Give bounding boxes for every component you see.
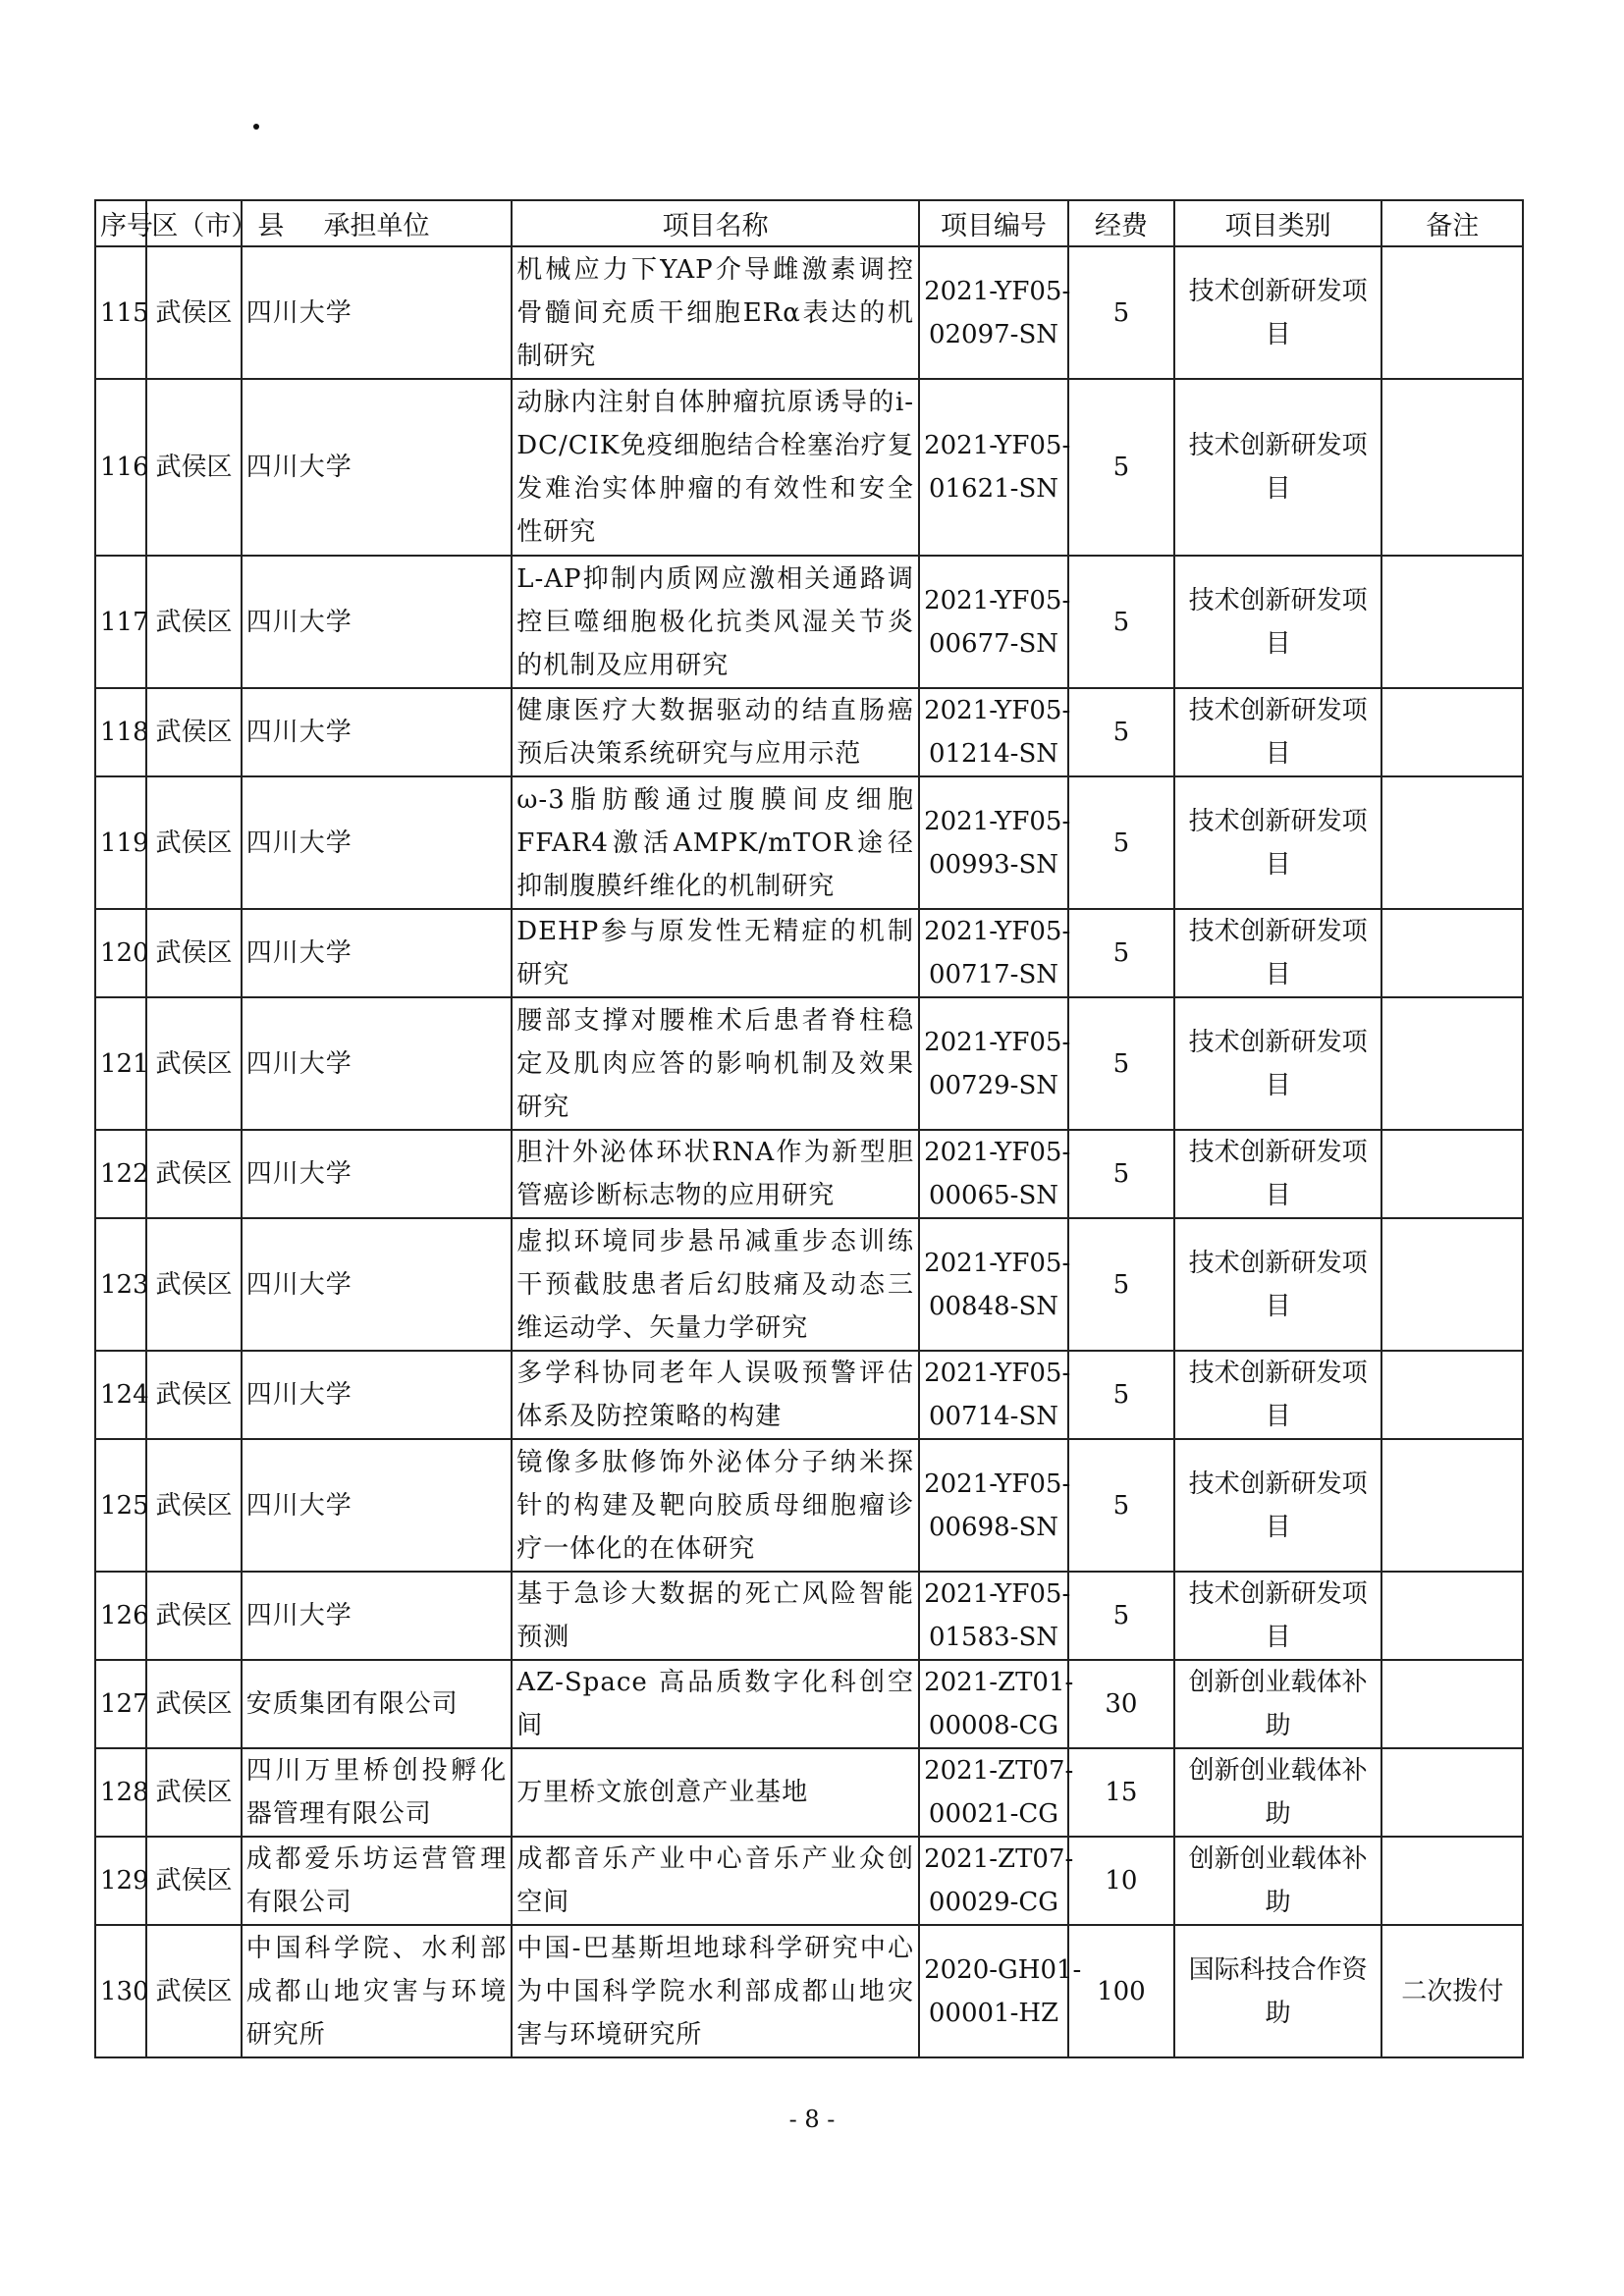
project-table xyxy=(94,199,1524,2058)
row-fund: 5 xyxy=(1068,246,1174,379)
row-district: 武侯区 xyxy=(146,1837,241,1925)
row-project-code: 2021-YF05- 00698-SN xyxy=(919,1439,1068,1572)
row-note xyxy=(1381,1660,1523,1748)
row-category: 技术创新研发项目 xyxy=(1174,776,1382,909)
header-project-name: 项目名称 xyxy=(512,200,919,246)
row-district: 武侯区 xyxy=(146,246,241,379)
row-fund: 10 xyxy=(1068,1837,1174,1925)
row-seq: 117 xyxy=(95,556,146,688)
table-row xyxy=(95,909,1523,997)
row-note xyxy=(1381,909,1523,997)
row-fund: 5 xyxy=(1068,379,1174,556)
row-note xyxy=(1381,997,1523,1130)
row-district: 武侯区 xyxy=(146,1130,241,1218)
row-note xyxy=(1381,1218,1523,1351)
row-district: 武侯区 xyxy=(146,1351,241,1439)
row-project-code: 2021-YF05- 00065-SN xyxy=(919,1130,1068,1218)
row-note: 二次拨付 xyxy=(1381,1925,1523,2057)
row-project-name: DEHP参与原发性无精症的机制研究 xyxy=(512,909,919,997)
row-fund: 5 xyxy=(1068,556,1174,688)
row-fund: 5 xyxy=(1068,1439,1174,1572)
row-project-name: AZ-Space 高品质数字化科创空间 xyxy=(512,1660,919,1748)
row-project-code: 2021-YF05- 01214-SN xyxy=(919,688,1068,776)
row-seq: 127 xyxy=(95,1660,146,1748)
row-category: 技术创新研发项目 xyxy=(1174,1218,1382,1351)
row-project-code: 2021-YF05- 00729-SN xyxy=(919,997,1068,1130)
row-category: 创新创业载体补助 xyxy=(1174,1748,1382,1837)
table-header-row xyxy=(95,200,1523,246)
row-project-code: 2021-YF05- 00714-SN xyxy=(919,1351,1068,1439)
row-note xyxy=(1381,1837,1523,1925)
row-district: 武侯区 xyxy=(146,1218,241,1351)
row-unit: 四川大学 xyxy=(242,909,513,997)
row-project-name: 虚拟环境同步悬吊减重步态训练干预截肢患者后幻肢痛及动态三维运动学、矢量力学研究 xyxy=(512,1218,919,1351)
row-fund: 15 xyxy=(1068,1748,1174,1837)
row-project-name: 胆汁外泌体环状RNA作为新型胆管癌诊断标志物的应用研究 xyxy=(512,1130,919,1218)
row-category: 创新创业载体补助 xyxy=(1174,1660,1382,1748)
row-unit: 四川大学 xyxy=(242,379,513,556)
row-unit: 四川大学 xyxy=(242,1218,513,1351)
header-category: 项目类别 xyxy=(1174,200,1382,246)
row-unit: 四川大学 xyxy=(242,556,513,688)
row-seq: 125 xyxy=(95,1439,146,1572)
table-row xyxy=(95,997,1523,1130)
row-seq: 122 xyxy=(95,1130,146,1218)
row-seq: 120 xyxy=(95,909,146,997)
row-seq: 129 xyxy=(95,1837,146,1925)
row-unit: 四川大学 xyxy=(242,997,513,1130)
page-mark-dot xyxy=(253,124,259,130)
table-row xyxy=(95,776,1523,909)
row-unit: 四川大学 xyxy=(242,246,513,379)
row-district: 武侯区 xyxy=(146,1660,241,1748)
row-fund: 30 xyxy=(1068,1660,1174,1748)
row-project-name: 多学科协同老年人误吸预警评估体系及防控策略的构建 xyxy=(512,1351,919,1439)
row-note xyxy=(1381,556,1523,688)
row-unit: 安质集团有限公司 xyxy=(242,1660,513,1748)
table-row xyxy=(95,1925,1523,2057)
row-fund: 100 xyxy=(1068,1925,1174,2057)
row-note xyxy=(1381,246,1523,379)
row-note xyxy=(1381,1748,1523,1837)
row-project-code: 2021-YF05- 00993-SN xyxy=(919,776,1068,909)
row-unit: 四川大学 xyxy=(242,776,513,909)
row-category: 创新创业载体补助 xyxy=(1174,1837,1382,1925)
row-note xyxy=(1381,1351,1523,1439)
table-row xyxy=(95,688,1523,776)
table-row xyxy=(95,1660,1523,1748)
row-project-code: 2021-YF05- 01621-SN xyxy=(919,379,1068,556)
row-fund: 5 xyxy=(1068,1351,1174,1439)
row-seq: 128 xyxy=(95,1748,146,1837)
row-category: 技术创新研发项目 xyxy=(1174,379,1382,556)
row-seq: 115 xyxy=(95,246,146,379)
table-row xyxy=(95,246,1523,379)
row-district: 武侯区 xyxy=(146,1748,241,1837)
row-fund: 5 xyxy=(1068,1572,1174,1660)
row-unit: 中国科学院、水利部成都山地灾害与环境研究所 xyxy=(242,1925,513,2057)
row-note xyxy=(1381,1130,1523,1218)
row-unit: 四川大学 xyxy=(242,1351,513,1439)
row-note xyxy=(1381,1439,1523,1572)
row-unit: 四川万里桥创投孵化器管理有限公司 xyxy=(242,1748,513,1837)
row-category: 技术创新研发项目 xyxy=(1174,1130,1382,1218)
header-seq: 序号 xyxy=(95,200,146,246)
row-project-name: 中国-巴基斯坦地球科学研究中心为中国科学院水利部成都山地灾害与环境研究所 xyxy=(512,1925,919,2057)
row-fund: 5 xyxy=(1068,688,1174,776)
row-project-name: 基于急诊大数据的死亡风险智能预测 xyxy=(512,1572,919,1660)
row-project-code: 2021-YF05- 02097-SN xyxy=(919,246,1068,379)
row-seq: 119 xyxy=(95,776,146,909)
row-project-code: 2021-ZT01- 00008-CG xyxy=(919,1660,1068,1748)
row-unit: 成都爱乐坊运营管理有限公司 xyxy=(242,1837,513,1925)
row-project-name: ω-3脂肪酸通过腹膜间皮细胞FFAR4激活AMPK/mTOR途径抑制腹膜纤维化的机制研究 xyxy=(512,776,919,909)
header-district: 区（市）县 xyxy=(146,200,241,246)
row-project-code: 2020-GH01- 00001-HZ xyxy=(919,1925,1068,2057)
row-category: 技术创新研发项目 xyxy=(1174,997,1382,1130)
row-project-code: 2021-ZT07- 00029-CG xyxy=(919,1837,1068,1925)
row-project-name: 镜像多肽修饰外泌体分子纳米探针的构建及靶向胶质母细胞瘤诊疗一体化的在体研究 xyxy=(512,1439,919,1572)
header-project-code: 项目编号 xyxy=(919,200,1068,246)
table-row xyxy=(95,1572,1523,1660)
row-project-code: 2021-YF05- 00677-SN xyxy=(919,556,1068,688)
row-seq: 118 xyxy=(95,688,146,776)
row-seq: 121 xyxy=(95,997,146,1130)
page-number: - 8 - xyxy=(788,2106,836,2133)
row-fund: 5 xyxy=(1068,909,1174,997)
row-category: 技术创新研发项目 xyxy=(1174,1439,1382,1572)
row-unit: 四川大学 xyxy=(242,1130,513,1218)
row-unit: 四川大学 xyxy=(242,688,513,776)
header-unit: 承担单位 xyxy=(242,200,513,246)
table-row xyxy=(95,1351,1523,1439)
row-seq: 130 xyxy=(95,1925,146,2057)
row-category: 技术创新研发项目 xyxy=(1174,556,1382,688)
row-category: 国际科技合作资助 xyxy=(1174,1925,1382,2057)
table-row xyxy=(95,379,1523,556)
row-category: 技术创新研发项目 xyxy=(1174,909,1382,997)
row-project-name: L-AP抑制内质网应激相关通路调控巨噬细胞极化抗类风湿关节炎的机制及应用研究 xyxy=(512,556,919,688)
table-row xyxy=(95,1837,1523,1925)
row-district: 武侯区 xyxy=(146,997,241,1130)
row-project-code: 2021-ZT07- 00021-CG xyxy=(919,1748,1068,1837)
row-seq: 123 xyxy=(95,1218,146,1351)
table-row xyxy=(95,1130,1523,1218)
row-project-code: 2021-YF05- 00848-SN xyxy=(919,1218,1068,1351)
row-district: 武侯区 xyxy=(146,776,241,909)
table-row xyxy=(95,1218,1523,1351)
row-unit: 四川大学 xyxy=(242,1572,513,1660)
table-row xyxy=(95,1439,1523,1572)
row-project-name: 腰部支撑对腰椎术后患者脊柱稳定及肌肉应答的影响机制及效果研究 xyxy=(512,997,919,1130)
row-fund: 5 xyxy=(1068,997,1174,1130)
row-project-name: 成都音乐产业中心音乐产业众创空间 xyxy=(512,1837,919,1925)
header-fund: 经费 xyxy=(1068,200,1174,246)
row-district: 武侯区 xyxy=(146,556,241,688)
row-unit: 四川大学 xyxy=(242,1439,513,1572)
row-note xyxy=(1381,379,1523,556)
row-category: 技术创新研发项目 xyxy=(1174,1572,1382,1660)
row-district: 武侯区 xyxy=(146,1439,241,1572)
row-note xyxy=(1381,776,1523,909)
row-category: 技术创新研发项目 xyxy=(1174,1351,1382,1439)
table-row xyxy=(95,556,1523,688)
row-project-name: 健康医疗大数据驱动的结直肠癌预后决策系统研究与应用示范 xyxy=(512,688,919,776)
row-project-name: 万里桥文旅创意产业基地 xyxy=(512,1748,919,1837)
row-district: 武侯区 xyxy=(146,1925,241,2057)
row-project-code: 2021-YF05- 00717-SN xyxy=(919,909,1068,997)
row-note xyxy=(1381,688,1523,776)
row-district: 武侯区 xyxy=(146,688,241,776)
row-category: 技术创新研发项目 xyxy=(1174,688,1382,776)
row-fund: 5 xyxy=(1068,776,1174,909)
row-district: 武侯区 xyxy=(146,1572,241,1660)
row-fund: 5 xyxy=(1068,1218,1174,1351)
header-note: 备注 xyxy=(1381,200,1523,246)
row-seq: 124 xyxy=(95,1351,146,1439)
table-row xyxy=(95,1748,1523,1837)
row-project-name: 动脉内注射自体肿瘤抗原诱导的i-DC/CIK免疫细胞结合栓塞治疗复发难治实体肿瘤的有效性和安全性研究 xyxy=(512,379,919,556)
row-project-code: 2021-YF05- 01583-SN xyxy=(919,1572,1068,1660)
row-fund: 5 xyxy=(1068,1130,1174,1218)
row-category: 技术创新研发项目 xyxy=(1174,246,1382,379)
row-note xyxy=(1381,1572,1523,1660)
row-seq: 116 xyxy=(95,379,146,556)
row-district: 武侯区 xyxy=(146,909,241,997)
row-seq: 126 xyxy=(95,1572,146,1660)
row-district: 武侯区 xyxy=(146,379,241,556)
row-project-name: 机械应力下YAP介导雌激素调控骨髓间充质干细胞ERα表达的机制研究 xyxy=(512,246,919,379)
